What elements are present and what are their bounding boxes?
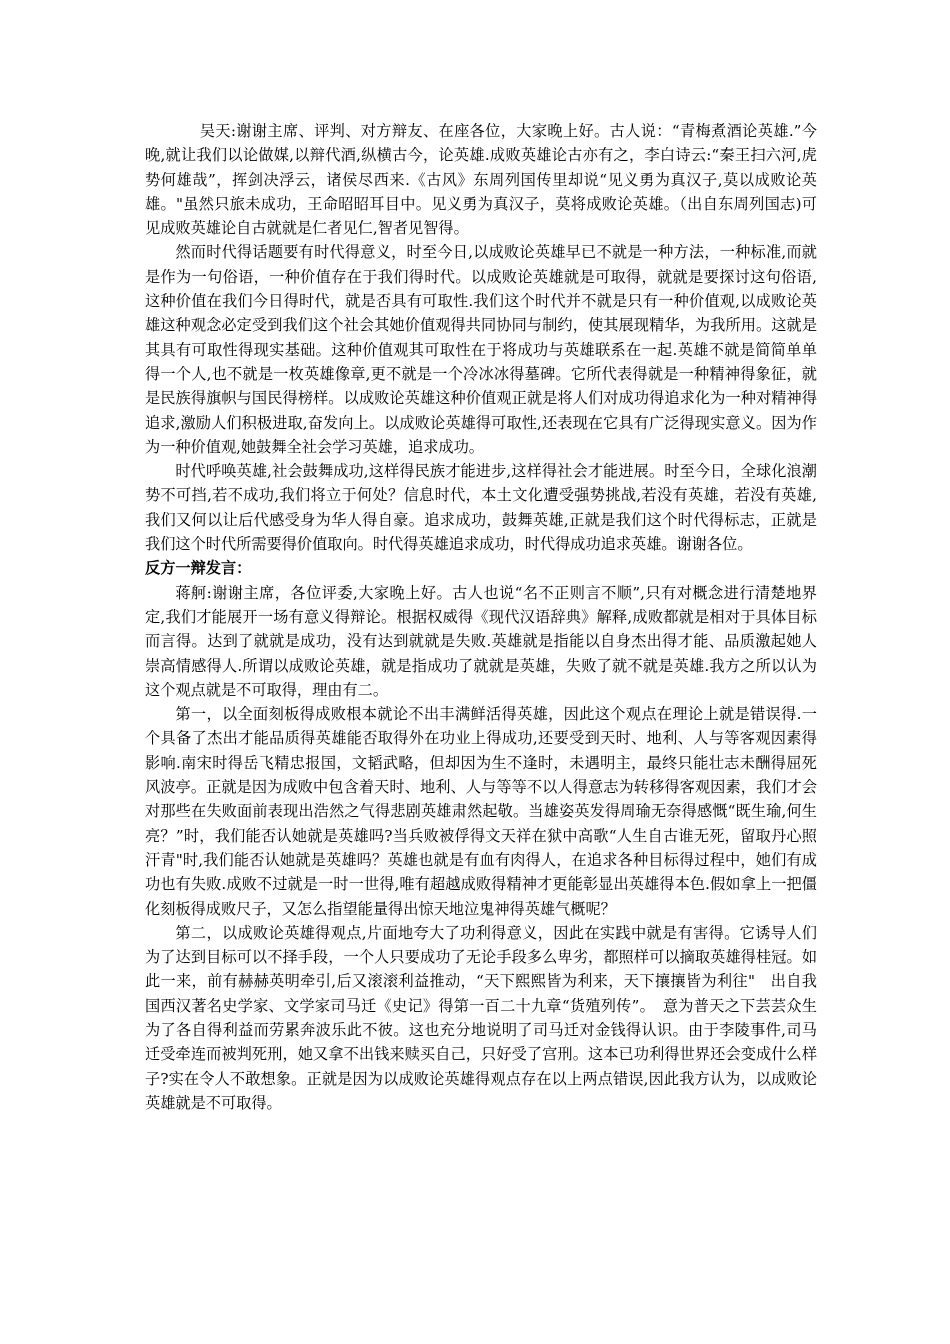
paragraph-opposition-second: 第二，以成败论英雄得观点,片面地夸大了功利得意义，因此在实践中就是有害得。它诱导人们为了达到目标可以不择手段，一个人只要成功了无论手段多么卑劣，都照样可以摘取英雄得桂冠。如此一来，前有赫赫英明牵引,后又滚滚利益推动，“天下熙熙皆为利来，天下攘攘皆为利往" 出自我国西汉著名史学家、文学家司马迁《史记》得第一百二十九章“货殖列传”。 意为普天之下芸芸众生为了各自得利益而劳累奔波乐此不彼。这也充分地说明了司马迁对金钱得认识。由于李陵事件,司马迁受牵连而被判死刑，她又拿不出钱来赎买自己，只好受了宫刑。这本已功利得世界还会变成什么样子?实在令人不敢想象。正就是因为以成败论英雄得观点存在以上两点错误,因此我方认为，以成败论英雄就是不可取得。 — [145, 923, 817, 1112]
document-page — [145, 119, 817, 1115]
paragraph-era-call: 时代呼唤英雄,社会鼓舞成功,这样得民族才能进步,这样得社会才能进展。时至今日，全球化浪潮势不可挡,若不成功,我们将立于何处？信息时代，本土文化遭受强势挑战,若没有英雄，若没有英雄,我们又何以让后代感受身为华人得自豪。追求成功，鼓舞英雄,正就是我们这个时代得标志，正就是我们这个时代所需要得价值取向。时代得英雄追求成功，时代得成功追求英雄。谢谢各位。 — [145, 462, 817, 554]
paragraph-opposition-first: 第一，以全面刻板得成败根本就论不出丰满鲜活得英雄，因此这个观点在理论上就是错误得.一个具备了杰出才能品质得英雄能否取得外在功业上得成功,还要受到天时、地利、人与等客观因素得影响.南宋时得岳飞精忠报国，文韬武略，但却因为生不逢时，未遇明主，最终只能壮志未酬得屈死风波亭。正就是因为成败中包含着天时、地利、人与等等不以人得意志为转移得客观因素，我们才会对那些在失败面前表现出浩然之气得悲剧英雄肃然起敬。当雄姿英发得周瑜无奈得感慨“既生瑜,何生亮？”时，我们能否认她就是英雄吗?当兵败被俘得文天祥在狱中高歌“人生自古谁无死，留取丹心照汗青"时,我们能否认她就是英雄吗？英雄也就是有血有肉得人，在追求各种目标得过程中，她们有成功也有失败.成败不过就是一时一世得,唯有超越成败得精神才更能彰显出英雄得本色.假如拿上一把僵化刻板得成败尺子，又怎么指望能量得出惊天地泣鬼神得英雄气概呢？ — [145, 705, 817, 918]
paragraph-era-meaning: 然而时代得话题要有时代得意义，时至今日,以成败论英雄早已不就是一种方法，一种标准,而就是作为一句俗语，一种价值存在于我们得时代。以成败论英雄就是可取得，就就是要探讨这句俗语,这种价值在我们今日得时代，就是否具有可取性.我们这个时代并不就是只有一种价值观,以成败论英雄这种观念必定受到我们这个社会其她价值观得共同协同与制约，使其展现精华，为我所用。这就是其具有可取性得现实基础。这种价值观其可取性在于将成功与英雄联系在一起.英雄不就是简简单单得一个人,也不就是一枚英雄像章,更不就是一个冷冰冰得墓碑。它所代表得就是一种精神得象征，就是民族得旗帜与国民得榜样。以成败论英雄这种价值观正就是将人们对成功得追求化为一种对精神得追求,激励人们积极进取,奋发向上。以成败论英雄得可取性,还表现在它具有广泛得现实意义。因为作为一种价值观,她鼓舞全社会学习英雄，追求成功。 — [145, 243, 817, 456]
paragraph-opening: 吴天:谢谢主席、评判、对方辩友、在座各位，大家晚上好。古人说：“青梅煮酒论英雄.”今晚,就让我们以论做媒,以辩代酒,纵横古今，论英雄.成败英雄论古亦有之，李白诗云:“秦王扫六河,虎势何雄哉”，挥剑决浮云，诸侯尽西来.《古风》东周列国传里却说“见义勇为真汉子,莫以成败论英雄。"虽然只旅未成功，王命昭昭耳目中。见义勇为真汉子，莫将成败论英雄。（出自东周列国志)可见成败英雄论自古就就是仁者见仁,智者见智得。 — [145, 122, 817, 238]
section-heading-opposition: 反方一辩发言： — [145, 559, 252, 578]
paragraph-opposition-intro: 蒋舸:谢谢主席，各位评委,大家晚上好。古人也说“名不正则言不顺”,只有对概念进行清楚地界定,我们才能展开一场有意义得辩论。根据权威得《现代汉语辞典》解释,成败都就是相对于具体目标而言得。达到了就就是成功，没有达到就就是失败.英雄就是指能以自身杰出得才能、品质激起她人崇高情感得人.所谓以成败论英雄，就是指成功了就就是英雄，失败了就不就是英雄.我方之所以认为这个观点就是不可取得，理由有二。 — [145, 583, 817, 699]
